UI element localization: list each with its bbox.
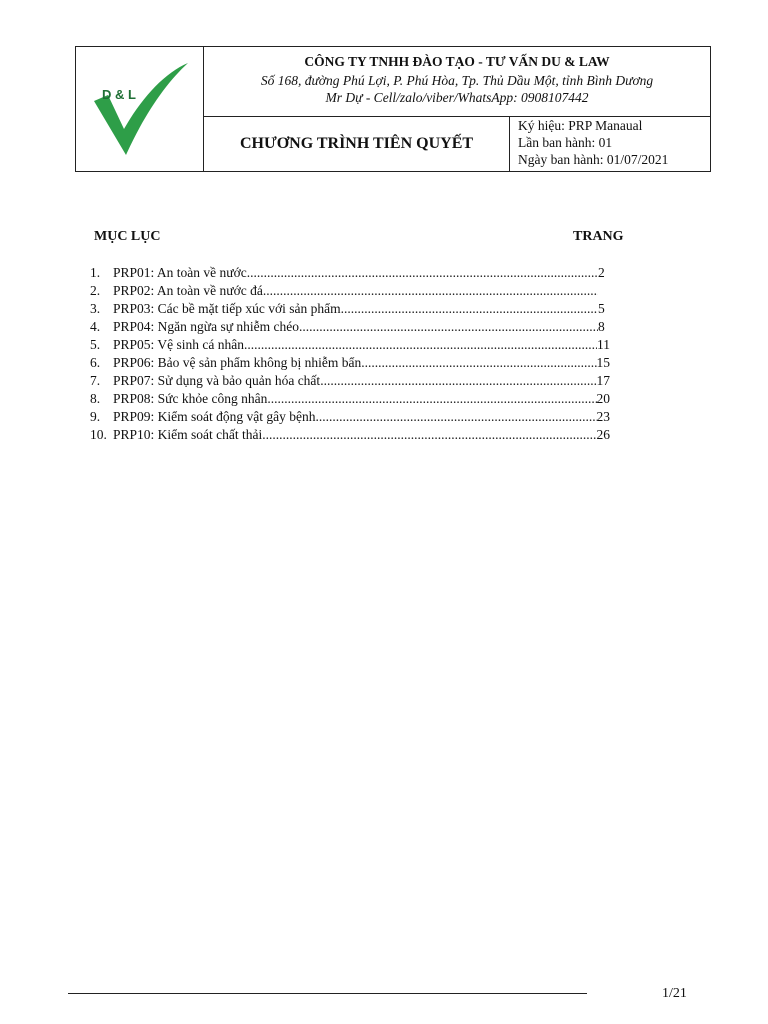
toc-page-heading: TRANG	[573, 229, 624, 244]
toc-item-page: 15	[596, 355, 610, 370]
toc-item-page: 2	[598, 265, 605, 280]
company-info	[204, 47, 710, 117]
toc-list	[90, 264, 610, 444]
toc-item[interactable]	[90, 408, 610, 426]
toc-item[interactable]	[90, 426, 610, 444]
company-name: CÔNG TY TNHH ĐÀO TẠO - TƯ VẤN DU & LAW	[304, 54, 610, 69]
company-contact: Mr Dự - Cell/zalo/viber/WhatsApp: 0908107442	[325, 90, 589, 105]
toc-leader	[263, 282, 598, 300]
toc-leader	[267, 390, 596, 408]
logo-cell	[76, 47, 204, 171]
doc-symbol: Ký hiệu: PRP Manaual	[518, 118, 643, 133]
toc-item-page: 11	[597, 337, 610, 352]
doc-issue: Lần ban hành: 01	[518, 135, 613, 150]
toc-item-title: PRP07: Sử dụng và bảo quản hóa chất	[113, 373, 321, 388]
toc-item-number: 5.	[90, 337, 101, 352]
toc-leader	[316, 408, 597, 426]
toc-item-title: PRP08: Sức khỏe công nhân	[113, 391, 268, 406]
toc-item-title: PRP06: Bảo vệ sản phẩm không bị nhiễm bẩn	[113, 355, 362, 370]
toc-leader	[244, 336, 597, 354]
toc-item-number: 1.	[90, 265, 101, 280]
toc-item-title: PRP05: Vệ sinh cá nhân	[113, 337, 244, 352]
doc-issue-date: Ngày ban hành: 01/07/2021	[518, 152, 669, 167]
doc-meta	[510, 117, 710, 171]
toc-item-number: 9.	[90, 409, 101, 424]
toc-item-page: 23	[596, 409, 610, 424]
toc-leader	[341, 300, 598, 318]
toc-item-page: 5	[598, 301, 605, 316]
toc-item[interactable]	[90, 372, 610, 390]
toc-item-title: PRP10: Kiểm soát chất thải	[113, 427, 263, 442]
toc-item-number: 6.	[90, 355, 101, 370]
logo-text: D & L	[102, 87, 136, 102]
toc-item-title: PRP01: An toàn về nước	[113, 265, 247, 280]
toc-item[interactable]	[90, 354, 610, 372]
toc-item-number: 8.	[90, 391, 101, 406]
toc-item-page: 17	[596, 373, 610, 388]
toc-item-page	[598, 282, 610, 300]
toc-item[interactable]	[90, 300, 610, 318]
toc-item-title: PRP03: Các bề mặt tiếp xúc với sản phẩm	[113, 301, 341, 316]
toc-item-page: 8	[598, 319, 605, 334]
footer-divider	[68, 993, 587, 994]
toc-item-title: PRP02: An toàn về nước đá	[113, 283, 263, 298]
toc-heading: MỤC LỤC	[94, 229, 161, 244]
toc-leader	[320, 372, 596, 390]
toc-leader	[262, 426, 596, 444]
page-number: 1/21	[662, 986, 687, 1001]
toc-item-page: 26	[596, 427, 610, 442]
doc-title: CHƯƠNG TRÌNH TIÊN QUYẾT	[204, 117, 510, 171]
toc-leader	[247, 264, 598, 282]
toc-item-title: PRP04: Ngăn ngừa sự nhiễm chéo	[113, 319, 299, 334]
toc-leader	[361, 354, 596, 372]
document-header	[75, 46, 711, 172]
toc-item[interactable]	[90, 318, 610, 336]
toc-item-number: 4.	[90, 319, 101, 334]
company-address: Số 168, đường Phú Lợi, P. Phú Hòa, Tp. Thủ Dầu Một, tỉnh Bình Dương	[260, 73, 654, 88]
toc-item-number: 10.	[90, 427, 107, 442]
toc-item-page: 20	[596, 391, 610, 406]
toc-item[interactable]	[90, 282, 610, 300]
toc-item-number: 2.	[90, 283, 101, 298]
toc-item[interactable]	[90, 390, 610, 408]
toc-item[interactable]	[90, 336, 610, 354]
check-logo-icon	[86, 59, 196, 159]
toc-item-title: PRP09: Kiểm soát động vật gây bệnh	[113, 409, 316, 424]
toc-item[interactable]	[90, 264, 610, 282]
toc-item-number: 3.	[90, 301, 101, 316]
toc-leader	[299, 318, 598, 336]
toc-item-number: 7.	[90, 373, 101, 388]
